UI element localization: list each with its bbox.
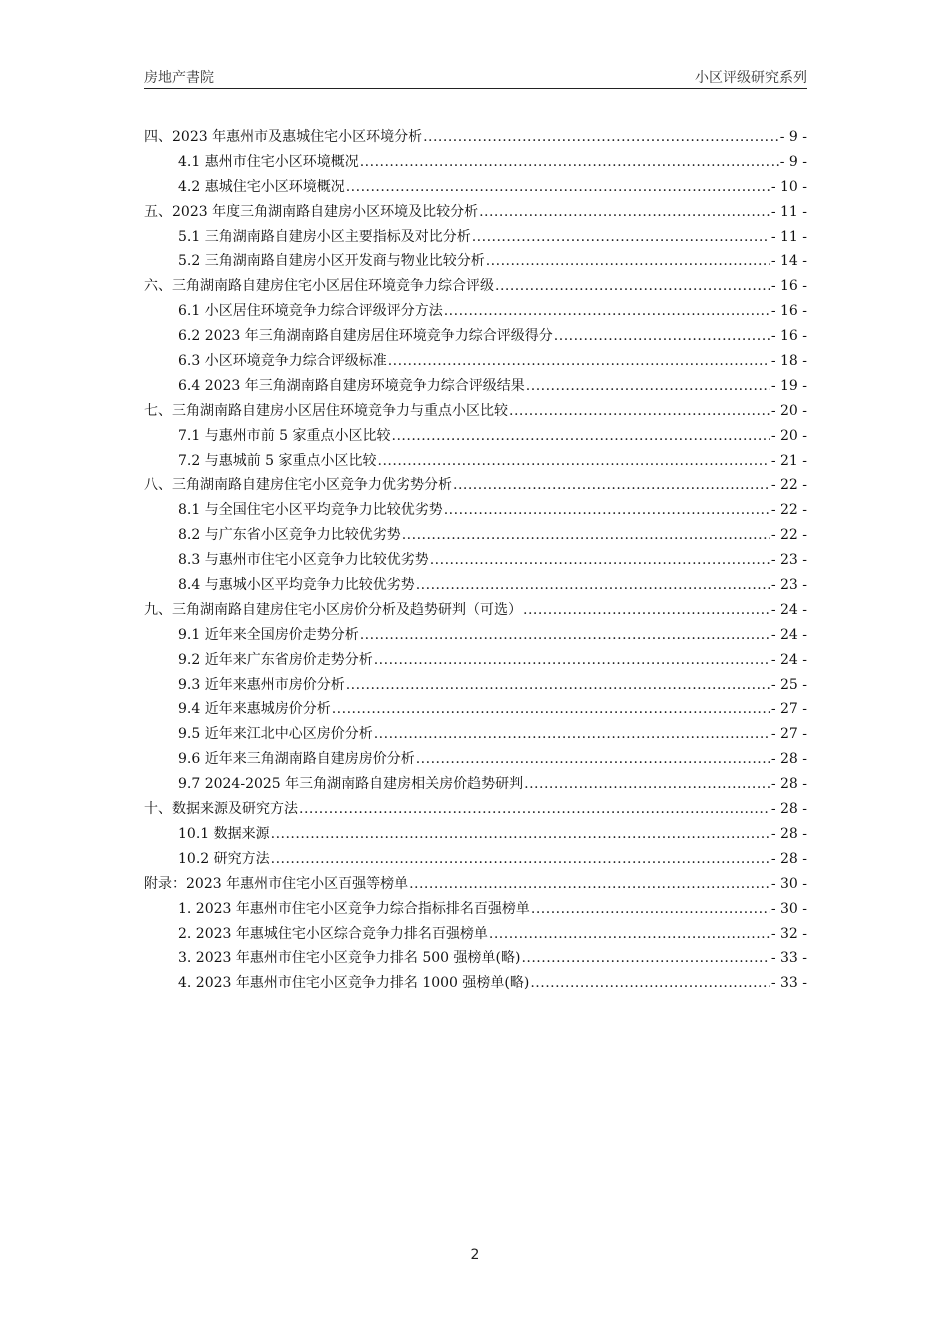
toc-entry-title: 8.2 与广东省小区竞争力比较优劣势 (178, 527, 401, 544)
toc-chapter-entry[interactable] (144, 473, 807, 498)
toc-section-entry[interactable] (144, 150, 807, 175)
toc-entry-title: 六、三角湖南路自建房住宅小区居住环境竞争力综合评级 (144, 278, 494, 295)
toc-entry-title: 9.3 近年来惠州市房价分析 (178, 676, 345, 693)
toc-dot-leader (392, 424, 770, 449)
toc-entry-page: - 28 - (770, 850, 807, 867)
toc-dot-leader (526, 374, 770, 399)
toc-entry-title: 4.2 惠城住宅小区环境概况 (178, 178, 345, 195)
toc-section-entry[interactable] (144, 225, 807, 250)
toc-chapter-entry[interactable] (144, 399, 807, 424)
toc-entry-page: - 20 - (770, 402, 807, 419)
toc-entry-title: 7.1 与惠州市前 5 家重点小区比较 (178, 427, 391, 444)
toc-dot-leader (378, 449, 770, 474)
toc-entry-page: - 21 - (770, 452, 807, 469)
toc-section-entry[interactable] (144, 747, 807, 772)
toc-entry-title: 9.7 2024-2025 年三角湖南路自建房相关房价趋势研判 (178, 776, 524, 793)
toc-section-entry[interactable] (144, 971, 807, 996)
toc-entry-page: - 33 - (770, 950, 807, 967)
toc-entry-title: 4. 2023 年惠州市住宅小区竞争力排名 1000 强榜单(略) (178, 975, 530, 992)
toc-entry-page: - 22 - (770, 502, 807, 519)
toc-section-entry[interactable] (144, 175, 807, 200)
toc-entry-page: - 9 - (779, 129, 807, 145)
toc-dot-leader (346, 175, 770, 200)
toc-entry-page: - 23 - (770, 552, 807, 569)
toc-section-entry[interactable] (144, 847, 807, 872)
toc-entry-title: 5.1 三角湖南路自建房小区主要指标及对比分析 (178, 228, 471, 245)
toc-section-entry[interactable] (144, 249, 807, 274)
toc-entry-page: - 16 - (770, 328, 807, 345)
toc-entry-page: - 30 - (770, 900, 807, 917)
toc-entry-title: 9.4 近年来惠城房价分析 (178, 701, 331, 718)
toc-entry-title: 9.2 近年来广东省房价走势分析 (178, 651, 373, 668)
toc-section-entry[interactable] (144, 922, 807, 947)
toc-section-entry[interactable] (144, 573, 807, 598)
toc-entry-title: 7.2 与惠城前 5 家重点小区比较 (178, 452, 377, 469)
toc-entry-title: 8.3 与惠州市住宅小区竞争力比较优劣势 (178, 552, 429, 569)
toc-entry-page: - 27 - (770, 701, 807, 718)
toc-chapter-entry[interactable] (144, 598, 807, 623)
toc-dot-leader (495, 274, 770, 299)
toc-dot-leader (374, 648, 770, 673)
toc-dot-leader (524, 772, 770, 797)
toc-entry-title: 五、2023 年度三角湖南路自建房小区环境及比较分析 (144, 203, 479, 220)
toc-dot-leader (509, 399, 770, 424)
toc-entry-title: 2. 2023 年惠城住宅小区综合竞争力排名百强榜单 (178, 925, 488, 942)
toc-dot-leader (271, 822, 770, 847)
toc-section-entry[interactable] (144, 324, 807, 349)
toc-chapter-entry[interactable] (144, 797, 807, 822)
header-series-title: 小区评级研究系列 (695, 70, 807, 86)
toc-entry-title: 四、2023 年惠州市及惠城住宅小区环境分析 (144, 129, 423, 145)
toc-section-entry[interactable] (144, 374, 807, 399)
toc-entry-page: - 32 - (770, 925, 807, 942)
toc-entry-page: - 25 - (770, 676, 807, 693)
toc-dot-leader (332, 697, 770, 722)
toc-entry-page: - 24 - (770, 651, 807, 668)
toc-chapter-entry[interactable] (144, 125, 807, 150)
toc-entry-title: 9.1 近年来全国房价走势分析 (178, 626, 359, 643)
toc-entry-page: - 33 - (770, 975, 807, 992)
toc-section-entry[interactable] (144, 449, 807, 474)
toc-section-entry[interactable] (144, 722, 807, 747)
toc-dot-leader (486, 249, 770, 274)
toc-entry-title: 九、三角湖南路自建房住宅小区房价分析及趋势研判（可选） (144, 601, 522, 618)
table-of-contents (144, 125, 807, 996)
toc-dot-leader (374, 722, 770, 747)
toc-entry-title: 9.5 近年来江北中心区房价分析 (178, 726, 373, 743)
toc-chapter-entry[interactable] (144, 274, 807, 299)
toc-dot-leader (271, 847, 770, 872)
toc-section-entry[interactable] (144, 623, 807, 648)
toc-section-entry[interactable] (144, 349, 807, 374)
toc-entry-title: 5.2 三角湖南路自建房小区开发商与物业比较分析 (178, 253, 485, 270)
toc-section-entry[interactable] (144, 673, 807, 698)
toc-entry-title: 七、三角湖南路自建房小区居住环境竞争力与重点小区比较 (144, 402, 508, 419)
toc-entry-page: - 9 - (779, 153, 807, 170)
toc-dot-leader (479, 200, 770, 225)
toc-dot-leader (453, 473, 770, 498)
toc-entry-page: - 27 - (770, 726, 807, 743)
toc-entry-title: 8.4 与惠城小区平均竞争力比较优劣势 (178, 577, 415, 594)
toc-section-entry[interactable] (144, 498, 807, 523)
toc-chapter-entry[interactable] (144, 872, 807, 897)
toc-dot-leader (360, 150, 779, 175)
toc-entry-page: - 18 - (770, 353, 807, 370)
toc-dot-leader (430, 548, 770, 573)
toc-entry-page: - 28 - (770, 776, 807, 793)
toc-entry-page: - 20 - (770, 427, 807, 444)
toc-dot-leader (409, 872, 770, 897)
toc-entry-page: - 28 - (770, 825, 807, 842)
toc-entry-page: - 11 - (770, 203, 807, 220)
toc-entry-title: 10.2 研究方法 (178, 850, 270, 867)
toc-dot-leader (416, 573, 770, 598)
toc-dot-leader (346, 673, 770, 698)
toc-dot-leader (444, 299, 770, 324)
toc-dot-leader (523, 598, 770, 623)
toc-entry-title: 3. 2023 年惠州市住宅小区竞争力排名 500 强榜单(略) (178, 950, 521, 967)
toc-entry-page: - 30 - (770, 875, 807, 892)
toc-dot-leader (472, 225, 770, 250)
toc-chapter-entry[interactable] (144, 200, 807, 225)
toc-entry-page: - 22 - (770, 527, 807, 544)
toc-entry-page: - 11 - (770, 228, 807, 245)
page-header (144, 66, 807, 89)
header-publisher: 房地产書院 (144, 70, 214, 86)
toc-dot-leader (554, 324, 770, 349)
toc-entry-page: - 14 - (770, 253, 807, 270)
toc-dot-leader (423, 125, 779, 150)
toc-dot-leader (521, 946, 769, 971)
toc-entry-title: 8.1 与全国住宅小区平均竞争力比较优劣势 (178, 502, 443, 519)
toc-dot-leader (299, 797, 770, 822)
toc-entry-page: - 16 - (770, 303, 807, 320)
toc-section-entry[interactable] (144, 897, 807, 922)
toc-dot-leader (402, 523, 770, 548)
toc-entry-page: - 24 - (770, 601, 807, 618)
toc-section-entry[interactable] (144, 424, 807, 449)
toc-entry-title: 4.1 惠州市住宅小区环境概况 (178, 153, 359, 170)
toc-entry-title: 10.1 数据来源 (178, 825, 270, 842)
toc-section-entry[interactable] (144, 523, 807, 548)
toc-dot-leader (360, 623, 770, 648)
toc-dot-leader (531, 897, 770, 922)
toc-section-entry[interactable] (144, 548, 807, 573)
toc-entry-title: 6.2 2023 年三角湖南路自建房居住环境竞争力综合评级得分 (178, 328, 553, 345)
toc-dot-leader (388, 349, 770, 374)
toc-entry-page: - 10 - (770, 178, 807, 195)
toc-dot-leader (489, 922, 770, 947)
toc-entry-page: - 24 - (770, 626, 807, 643)
toc-entry-page: - 16 - (770, 278, 807, 295)
toc-section-entry[interactable] (144, 822, 807, 847)
toc-dot-leader (530, 971, 769, 996)
toc-entry-title: 6.1 小区居住环境竞争力综合评级评分方法 (178, 303, 443, 320)
toc-entry-title: 八、三角湖南路自建房住宅小区竞争力优劣势分析 (144, 477, 452, 494)
toc-section-entry[interactable] (144, 946, 807, 971)
toc-entry-page: - 28 - (770, 801, 807, 818)
toc-section-entry[interactable] (144, 648, 807, 673)
toc-entry-page: - 23 - (770, 577, 807, 594)
toc-entry-title: 9.6 近年来三角湖南路自建房房价分析 (178, 751, 415, 768)
toc-entry-page: - 28 - (770, 751, 807, 768)
toc-dot-leader (416, 747, 770, 772)
toc-entry-title: 6.3 小区环境竞争力综合评级标准 (178, 353, 387, 370)
toc-dot-leader (444, 498, 770, 523)
toc-section-entry[interactable] (144, 697, 807, 722)
toc-entry-page: - 22 - (770, 477, 807, 494)
toc-entry-page: - 19 - (770, 377, 807, 394)
toc-entry-title: 十、数据来源及研究方法 (144, 801, 298, 818)
toc-entry-title: 1. 2023 年惠州市住宅小区竞争力综合指标排名百强榜单 (178, 900, 530, 917)
toc-section-entry[interactable] (144, 299, 807, 324)
toc-section-entry[interactable] (144, 772, 807, 797)
toc-entry-title: 6.4 2023 年三角湖南路自建房环境竞争力综合评级结果 (178, 377, 525, 394)
toc-entry-title: 附录：2023 年惠州市住宅小区百强等榜单 (144, 875, 409, 892)
page-number: 2 (470, 1247, 480, 1263)
